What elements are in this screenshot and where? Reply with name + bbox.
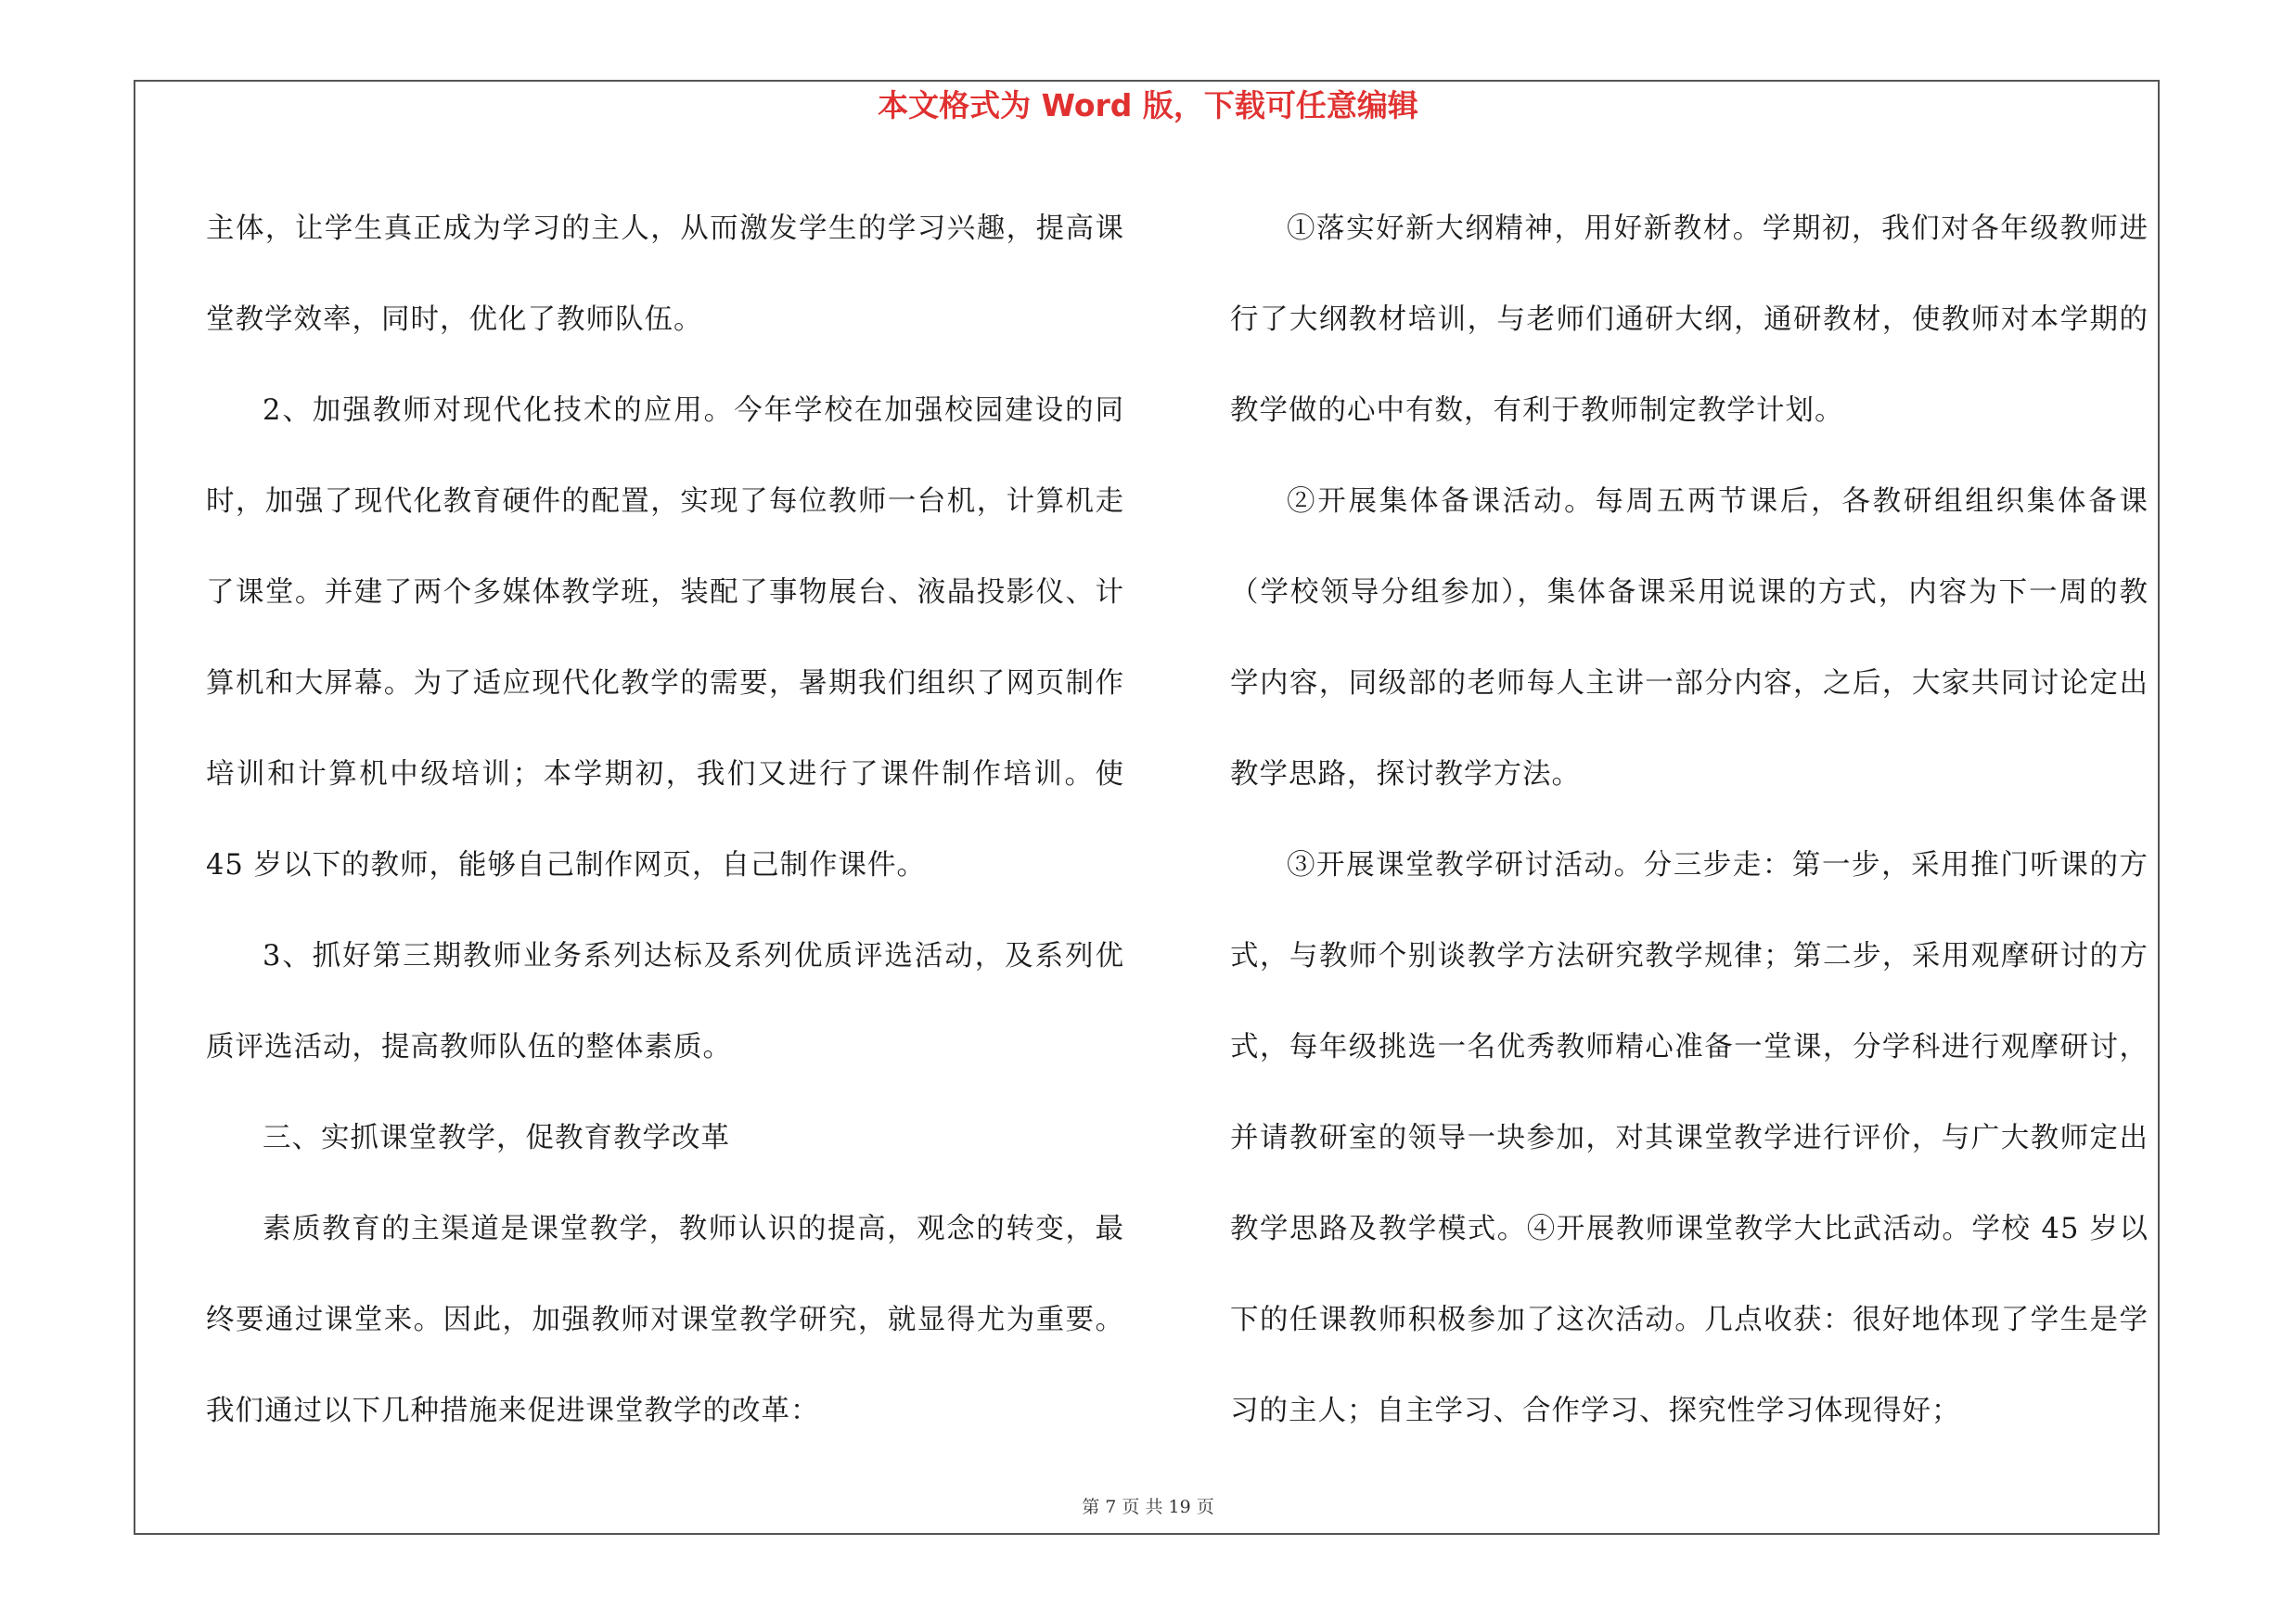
paragraph: 2、加强教师对现代化技术的应用。今年学校在加强校园建设的同时，加强了现代化教育硬件的配置，实现了每位教师一台机，计算机走了课堂。并建了两个多媒体教学班，装配了事物展台、液晶投影仪、计算机和大屏幕。为了适应现代化教学的需要，暑期我们组织了网页制作培训和计算机中级培训；本学期初，我们又进行了课件制作培训。使 45 岁以下的教师，能够自己制作网页，自己制作课件。: [206, 394, 1124, 882]
paragraph: 3、抓好第三期教师业务系列达标及系列优质评选活动，及系列优质评选活动，提高教师队伍的整体素质。: [206, 940, 1124, 1063]
section-heading: 三、实抓课堂教学，促教育教学改革: [263, 1122, 730, 1154]
paragraph: ①落实好新大纲精神，用好新教材。学期初，我们对各年级教师进行了大纲教材培训，与老师们通研大纲，通研教材，使教师对本学期的教学做的心中有数，有利于教师制定教学计划。: [1230, 213, 2148, 427]
right-column: [1230, 184, 2148, 1457]
page-number: 第 7 页 共 19 页: [1082, 1497, 1214, 1517]
paragraph: ③开展课堂教学研讨活动。分三步走：第一步，采用推门听课的方式，与教师个别谈教学方法研究教学规律；第二步，采用观摩研讨的方式，每年级挑选一名优秀教师精心准备一堂课，分学科进行观摩研讨，并请教研室的领导一块参加，对其课堂教学进行评价，与广大教师定出教学思路及教学模式。④开展教师课堂教学大比武活动。学校 45 岁以下的任课教师积极参加了这次活动。几点收获：很好地体现了学生是学习的主人；自主学习、合作学习、探究性学习体现得好；: [1230, 849, 2148, 1427]
paragraph: 主体，让学生真正成为学习的主人，从而激发学生的学习兴趣，提高课堂教学效率，同时，优化了教师队伍。: [206, 213, 1124, 336]
paragraph: ②开展集体备课活动。每周五两节课后，各教研组组织集体备课（学校领导分组参加），集体备课采用说课的方式，内容为下一周的教学内容，同级部的老师每人主讲一部分内容，之后，大家共同讨论定出教学思路，探讨教学方法。: [1230, 485, 2148, 791]
format-banner: 本文格式为 Word 版，下载可任意编辑: [878, 87, 1418, 123]
left-column: [206, 184, 1124, 1457]
paragraph: 素质教育的主渠道是课堂教学，教师认识的提高，观念的转变，最终要通过课堂来。因此，加强教师对课堂教学研究，就显得尤为重要。我们通过以下几种措施来促进课堂教学的改革：: [206, 1213, 1124, 1427]
